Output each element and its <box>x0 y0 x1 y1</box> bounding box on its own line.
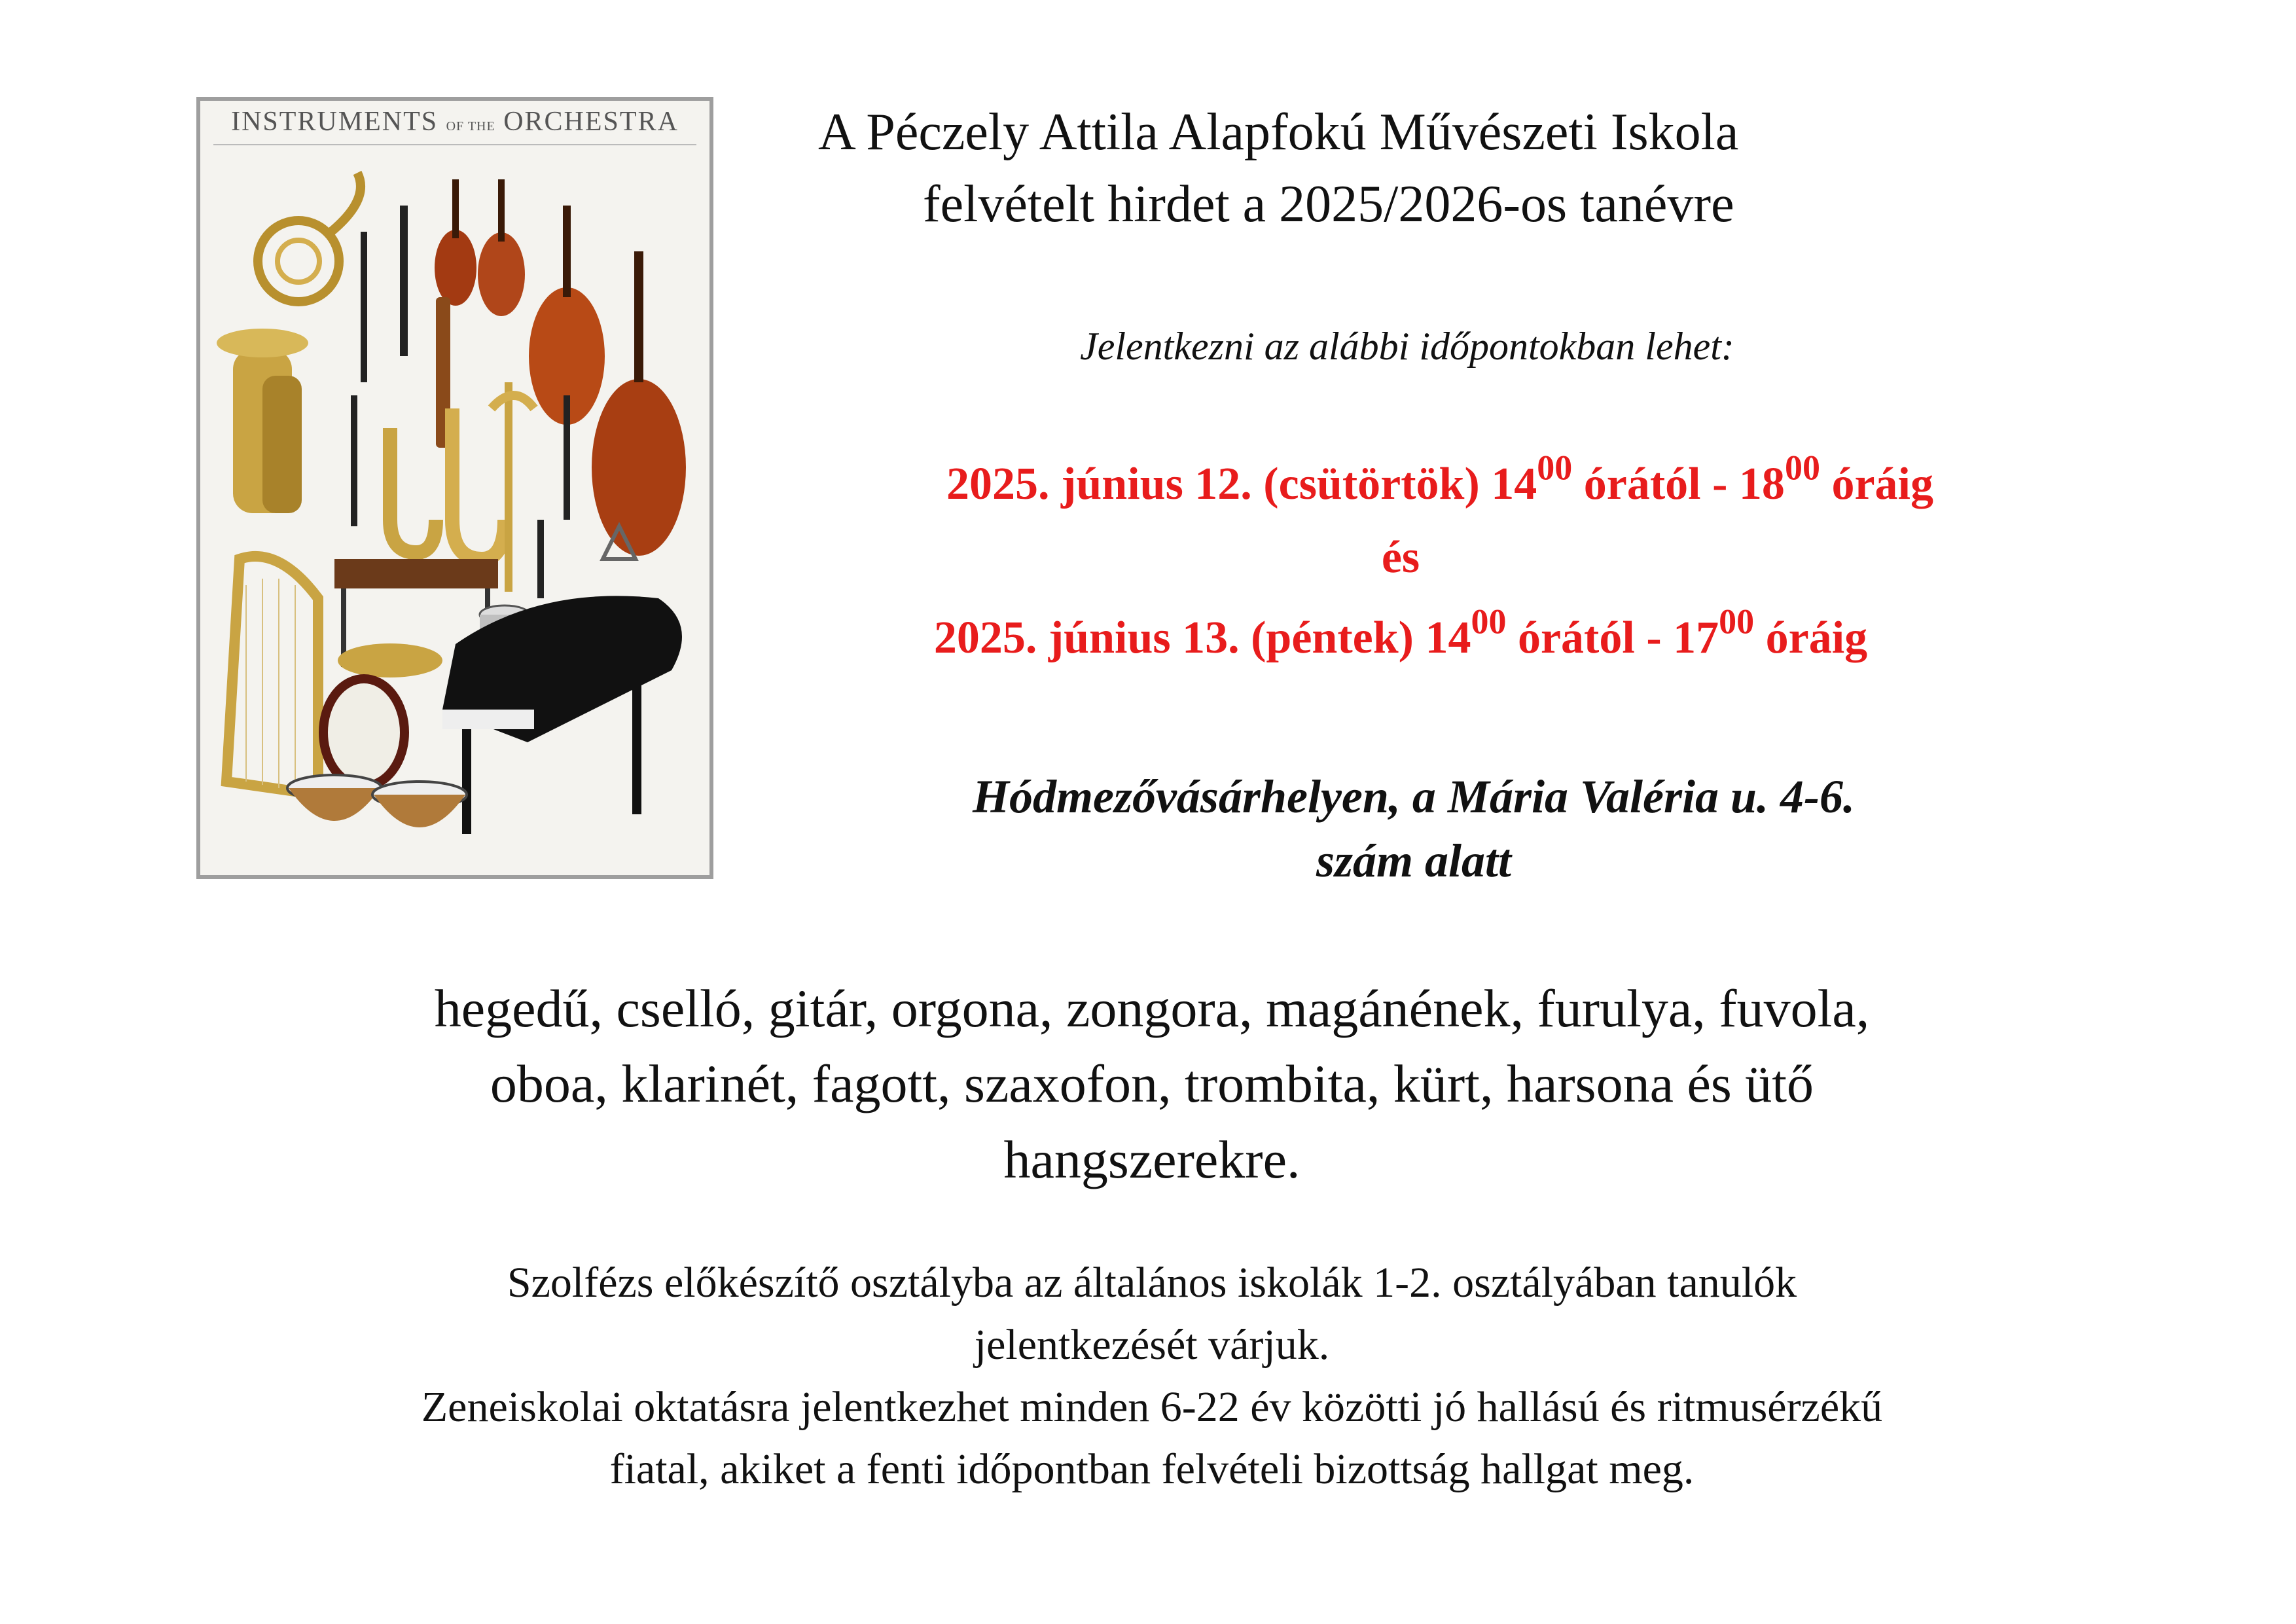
instruments-line-3: hangszerekre. <box>1003 1130 1300 1189</box>
tuba-icon <box>217 329 308 513</box>
bass-drum-icon <box>323 679 404 786</box>
eligibility-note-line-2: fiatal, akiket a fenti időpontban felvételi bizottság hallgat meg. <box>609 1445 1695 1493</box>
instruments-line-2: oboa, klarinét, fagott, szaxofon, trombita, kürt, harsona és ütő <box>490 1054 1814 1113</box>
cello-icon <box>529 206 605 425</box>
address-line-2: szám alatt <box>1316 835 1512 887</box>
double-bass-icon <box>592 251 686 556</box>
address-line-1: Hódmezővásárhelyen, a Mária Valéria u. 4-6. <box>972 770 1856 823</box>
application-intro: Jelentkezni az alábbi időpontokban lehet: <box>1080 325 1734 368</box>
date-2-prefix: 2025. június 13. (péntek) 14 <box>933 613 1471 663</box>
timpani-icon <box>287 775 467 827</box>
french-horn-icon <box>258 173 361 302</box>
instruments-illustration <box>200 101 709 875</box>
viola-icon <box>478 179 525 316</box>
orchestra-poster-image <box>196 97 713 879</box>
admission-announcement: felvételt hirdet a 2025/2026-os tanévre <box>923 175 1734 233</box>
date-2-end-sup: 00 <box>1719 602 1755 641</box>
poster-title-part: INSTRUMENTS <box>231 107 439 137</box>
instruments-line-1: hegedű, cselló, gitár, orgona, zongora, magánének, furulya, fuvola, <box>434 979 1870 1038</box>
cymbal-icon <box>338 643 442 677</box>
grand-piano-icon <box>442 596 682 834</box>
date-1-mid: órától - 18 <box>1572 459 1785 509</box>
violin-icon <box>435 179 476 306</box>
date-1-prefix: 2025. június 12. (csütörtök) 14 <box>946 459 1537 509</box>
school-name: A Péczely Attila Alapfokú Művészeti Iskola <box>818 103 1739 161</box>
solfege-note-line-1: Szolfézs előkészítő osztályba az általános iskolák 1-2. osztályában tanulók <box>507 1259 1797 1307</box>
date-line-1 <box>825 448 2055 511</box>
poster-title-small: OF THE <box>446 119 495 134</box>
date-1-start-sup: 00 <box>1537 448 1573 488</box>
poster-title-part: ORCHESTRA <box>503 107 679 137</box>
date-1-end-sup: 00 <box>1784 448 1820 488</box>
date-line-2 <box>825 602 1977 664</box>
date-2-start-sup: 00 <box>1471 602 1507 641</box>
conjunction: és <box>1381 532 1420 583</box>
eligibility-note-line-1: Zeneiskolai oktatásra jelentkezhet minden 6-22 év közötti jó hallású és ritmusérzékű <box>421 1383 1883 1431</box>
saxophone-icon <box>390 408 505 559</box>
date-2-suffix: óráig <box>1754 613 1868 663</box>
solfege-note-line-2: jelentkezését várjuk. <box>974 1321 1330 1369</box>
date-1-suffix: óráig <box>1820 459 1933 509</box>
harp-icon <box>226 556 318 795</box>
date-2-mid: órától - 17 <box>1506 613 1719 663</box>
